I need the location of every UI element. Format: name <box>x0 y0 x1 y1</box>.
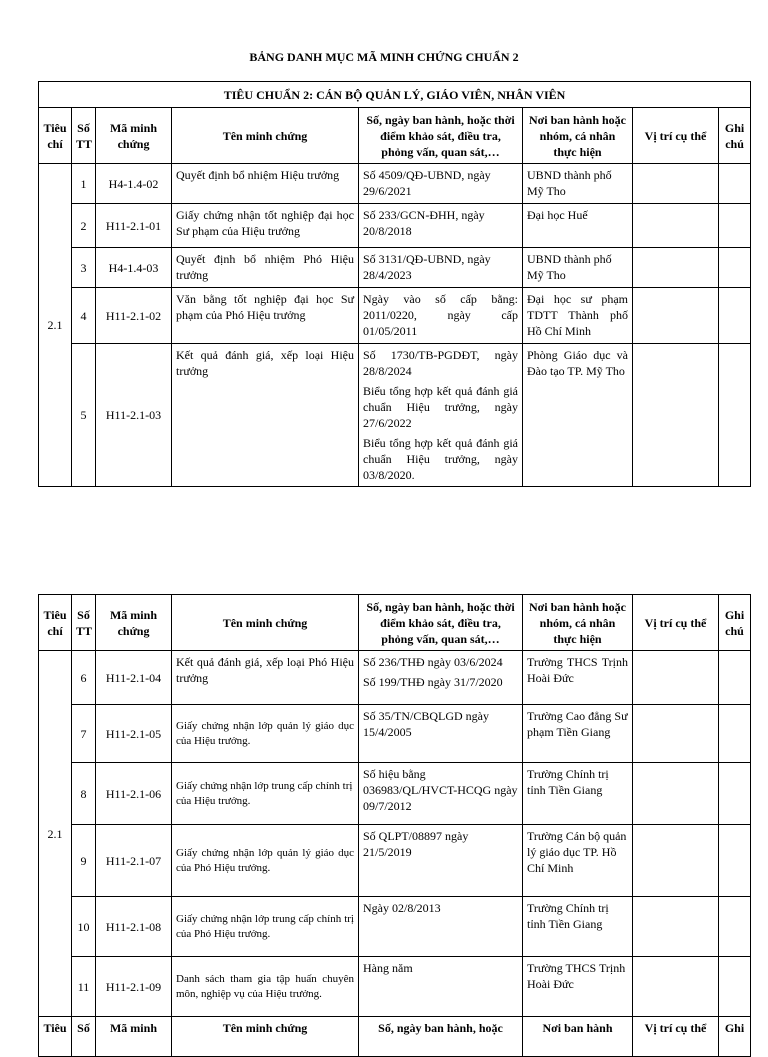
row-stt: 8 <box>72 763 96 825</box>
table-header-row <box>39 1017 751 1057</box>
row-stt: 3 <box>72 248 96 288</box>
header-ghi-chu: Ghi <box>719 1017 751 1057</box>
row-issued: Ngày 02/8/2013 <box>359 897 523 957</box>
row-stt: 7 <box>72 705 96 763</box>
header-so-tt: Số TT <box>72 595 96 651</box>
row-note <box>719 248 751 288</box>
row-note <box>719 957 751 1017</box>
row-title: Giấy chứng nhận lớp quản lý giáo dục của Phó Hiệu trưởng. <box>172 825 359 897</box>
row-title: Văn bằng tốt nghiệp đại học Sư phạm của Phó Hiệu trưởng <box>172 288 359 344</box>
row-stt: 11 <box>72 957 96 1017</box>
row-stt: 10 <box>72 897 96 957</box>
header-tieu-chi: Tiêu chí <box>39 108 72 164</box>
header-so-ngay: Số, ngày ban hành, hoặc thời điểm khảo sát, điều tra, phỏng vấn, quan sát,… <box>359 108 523 164</box>
criterion-cell: 2.1 <box>39 651 72 1017</box>
table-header-row <box>39 108 751 164</box>
row-issued: Ngày vào số cấp bằng: 2011/0220, ngày cấp 01/05/2011 <box>359 288 523 344</box>
header-vi-tri: Vị trí cụ thể <box>633 1017 719 1057</box>
row-code: H11-2.1-06 <box>96 763 172 825</box>
row-code: H11-2.1-08 <box>96 897 172 957</box>
table-header-row <box>39 595 751 651</box>
row-title: Giấy chứng nhận lớp trung cấp chính trị của Hiệu trưởng. <box>172 763 359 825</box>
table-row <box>39 288 751 344</box>
row-note <box>719 288 751 344</box>
row-title: Kết quả đánh giá, xếp loại Phó Hiệu trưởng <box>172 651 359 705</box>
row-note <box>719 825 751 897</box>
header-ten-minh-chung: Tên minh chứng <box>172 1017 359 1057</box>
row-location <box>633 344 719 487</box>
row-issued: Số 236/THĐ ngày 03/6/2024 Số 199/THĐ ngày 31/7/2020 <box>359 651 523 705</box>
header-vi-tri: Vị trí cụ thể <box>633 108 719 164</box>
row-location <box>633 705 719 763</box>
table-row <box>39 651 751 705</box>
row-code: H4-1.4-03 <box>96 248 172 288</box>
row-issuer: Trường Cao đẳng Sư phạm Tiền Giang <box>523 705 633 763</box>
row-issued: Số 35/TN/CBQLGD ngày 15/4/2005 <box>359 705 523 763</box>
row-location <box>633 248 719 288</box>
row-stt: 9 <box>72 825 96 897</box>
table-row <box>39 204 751 248</box>
row-stt: 2 <box>72 204 96 248</box>
row-location <box>633 164 719 204</box>
row-note <box>719 651 751 705</box>
row-location <box>633 825 719 897</box>
table-row <box>39 164 751 204</box>
table-row <box>39 957 751 1017</box>
row-issued: Số QLPT/08897 ngày 21/5/2019 <box>359 825 523 897</box>
row-issuer: Phòng Giáo dục và Đào tạo TP. Mỹ Tho <box>523 344 633 487</box>
row-code: H11-2.1-02 <box>96 288 172 344</box>
header-ten-minh-chung: Tên minh chứng <box>172 108 359 164</box>
row-title: Quyết định bổ nhiệm Phó Hiệu trưởng <box>172 248 359 288</box>
header-so-ngay: Số, ngày ban hành, hoặc <box>359 1017 523 1057</box>
header-noi-ban-hanh: Nơi ban hành hoặc nhóm, cá nhân thực hiện <box>523 108 633 164</box>
header-tieu-chi: Tiêu chí <box>39 595 72 651</box>
row-issuer: Đại học sư phạm TDTT Thành phố Hồ Chí Minh <box>523 288 633 344</box>
row-note <box>719 344 751 487</box>
row-code: H11-2.1-04 <box>96 651 172 705</box>
row-location <box>633 204 719 248</box>
header-tieu-chi: Tiêu <box>39 1017 72 1057</box>
row-issuer: Trường Chính trị tỉnh Tiền Giang <box>523 897 633 957</box>
row-location <box>633 651 719 705</box>
row-code: H11-2.1-03 <box>96 344 172 487</box>
row-note <box>719 897 751 957</box>
row-issuer: UBND thành phố Mỹ Tho <box>523 164 633 204</box>
row-issuer: Trường THCS Trịnh Hoài Đức <box>523 957 633 1017</box>
header-ma-minh-chung: Mã minh chứng <box>96 108 172 164</box>
header-ma-minh-chung: Mã minh <box>96 1017 172 1057</box>
row-note <box>719 204 751 248</box>
row-code: H11-2.1-07 <box>96 825 172 897</box>
row-issued: Số 1730/TB-PGDĐT, ngày 28/8/2024 Biểu tổng hợp kết quả đánh giá chuẩn Hiệu trưởng, ngày 27/6/2022 Biểu tổng hợp kết quả đánh giá chuẩn Hiệu trưởng, ngày 03/8/2020. <box>359 344 523 487</box>
row-issued: Số hiệu bằng 036983/QL/HVCT-HCQG ngày 09/7/2012 <box>359 763 523 825</box>
row-stt: 4 <box>72 288 96 344</box>
row-issued: Số 233/GCN-ĐHH, ngày 20/8/2018 <box>359 204 523 248</box>
header-so-ngay: Số, ngày ban hành, hoặc thời điểm khảo sát, điều tra, phỏng vấn, quan sát,… <box>359 595 523 651</box>
header-ten-minh-chung: Tên minh chứng <box>172 595 359 651</box>
table-row <box>39 825 751 897</box>
row-title: Giấy chứng nhận tốt nghiệp đại học Sư phạm của Hiệu trưởng <box>172 204 359 248</box>
row-code: H11-2.1-09 <box>96 957 172 1017</box>
row-issued: Hàng năm <box>359 957 523 1017</box>
table-row <box>39 248 751 288</box>
row-title: Kết quả đánh giá, xếp loại Hiệu trưởng <box>172 344 359 487</box>
evidence-table-2 <box>38 594 751 1017</box>
row-code: H11-2.1-01 <box>96 204 172 248</box>
row-issuer: Trường Chính trị tỉnh Tiền Giang <box>523 763 633 825</box>
header-ghi-chu: Ghi chú <box>719 595 751 651</box>
section-title: TIÊU CHUẨN 2: CÁN BỘ QUẢN LÝ, GIÁO VIÊN, NHÂN VIÊN <box>39 82 751 108</box>
row-title: Quyết định bổ nhiệm Hiệu trưởng <box>172 164 359 204</box>
header-ma-minh-chung: Mã minh chứng <box>96 595 172 651</box>
row-title: Danh sách tham gia tập huấn chuyên môn, nghiệp vụ của Hiệu trưởng. <box>172 957 359 1017</box>
header-vi-tri: Vị trí cụ thể <box>633 595 719 651</box>
table-row <box>39 344 751 487</box>
row-title: Giấy chứng nhận lớp trung cấp chính trị của Phó Hiệu trưởng. <box>172 897 359 957</box>
criterion-cell: 2.1 <box>39 164 72 487</box>
table-row <box>39 705 751 763</box>
row-location <box>633 763 719 825</box>
document-title: BẢNG DANH MỤC MÃ MINH CHỨNG CHUẨN 2 <box>249 50 519 64</box>
row-issued: Số 3131/QĐ-UBND, ngày 28/4/2023 <box>359 248 523 288</box>
row-issuer: UBND thành phố Mỹ Tho <box>523 248 633 288</box>
row-note <box>719 164 751 204</box>
row-stt: 6 <box>72 651 96 705</box>
evidence-table-1 <box>38 81 751 487</box>
header-noi-ban-hanh: Nơi ban hành hoặc nhóm, cá nhân thực hiện <box>523 595 633 651</box>
row-issuer: Đại học Huế <box>523 204 633 248</box>
row-stt: 1 <box>72 164 96 204</box>
evidence-table-3-partial <box>38 1016 751 1057</box>
row-issued: Số 4509/QĐ-UBND, ngày 29/6/2021 <box>359 164 523 204</box>
row-note <box>719 763 751 825</box>
table-row <box>39 897 751 957</box>
row-stt: 5 <box>72 344 96 487</box>
row-note <box>719 705 751 763</box>
row-title: Giấy chứng nhận lớp quản lý giáo dục của Hiệu trưởng. <box>172 705 359 763</box>
row-location <box>633 897 719 957</box>
row-code: H4-1.4-02 <box>96 164 172 204</box>
table-row <box>39 763 751 825</box>
header-so-tt: Số <box>72 1017 96 1057</box>
row-issuer: Trường THCS Trịnh Hoài Đức <box>523 651 633 705</box>
row-code: H11-2.1-05 <box>96 705 172 763</box>
row-location <box>633 957 719 1017</box>
row-issuer: Trường Cán bộ quản lý giáo dục TP. Hồ Chí Minh <box>523 825 633 897</box>
header-noi-ban-hanh: Nơi ban hành <box>523 1017 633 1057</box>
header-so-tt: Số TT <box>72 108 96 164</box>
row-location <box>633 288 719 344</box>
header-ghi-chu: Ghi chú <box>719 108 751 164</box>
